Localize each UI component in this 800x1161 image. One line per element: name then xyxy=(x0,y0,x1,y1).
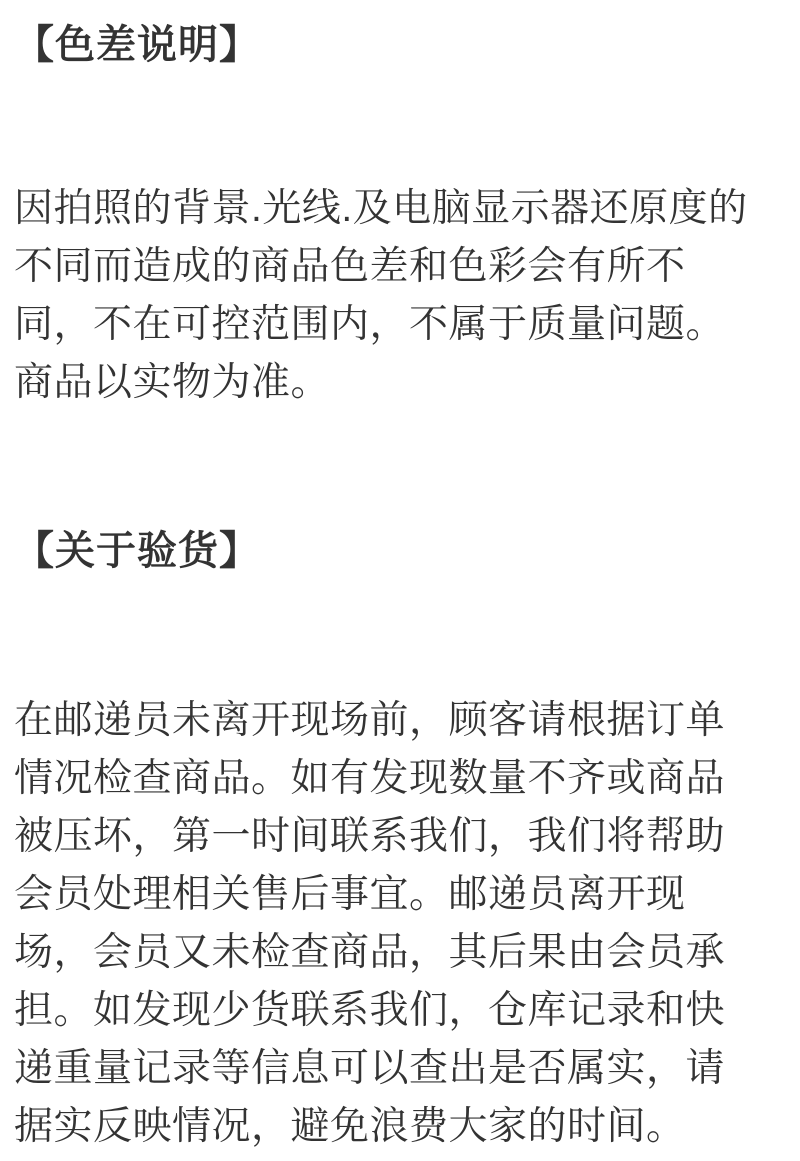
paragraph-line: 担。如发现少货联系我们，仓库记录和快 xyxy=(14,989,726,1032)
paragraph-line: 被压坏，第一时间联系我们，我们将帮助 xyxy=(14,815,726,858)
paragraph-line: 场，会员又未检查商品，其后果由会员承 xyxy=(14,931,726,974)
paragraph-line: 情况检查商品。如有发现数量不齐或商品 xyxy=(14,757,726,800)
goods-inspection-heading: 【关于验货】 xyxy=(14,529,260,573)
paragraph-line: 在邮递员未离开现场前，顾客请根据订单 xyxy=(14,699,726,742)
goods-inspection-paragraph xyxy=(14,692,800,1156)
paragraph-line: 因拍照的背景.光线.及电脑显示器还原度的 xyxy=(14,187,748,230)
paragraph-line: 商品以实物为准。 xyxy=(14,361,331,404)
paragraph-line: 递重量记录等信息可以查出是否属实，请 xyxy=(14,1047,726,1090)
section-goods-inspection xyxy=(14,528,800,1156)
paragraph-line: 会员处理相关售后事宜。邮递员离开现 xyxy=(14,873,686,916)
paragraph-line: 据实反映情况，避免浪费大家的时间。 xyxy=(14,1105,686,1148)
color-difference-heading: 【色差说明】 xyxy=(14,23,260,67)
section-color-difference xyxy=(14,22,800,412)
paragraph-line: 同，不在可控范围内，不属于质量问题。 xyxy=(14,303,726,346)
paragraph-line: 不同而造成的商品色差和色彩会有所不 xyxy=(14,245,686,288)
color-difference-paragraph xyxy=(14,180,800,412)
